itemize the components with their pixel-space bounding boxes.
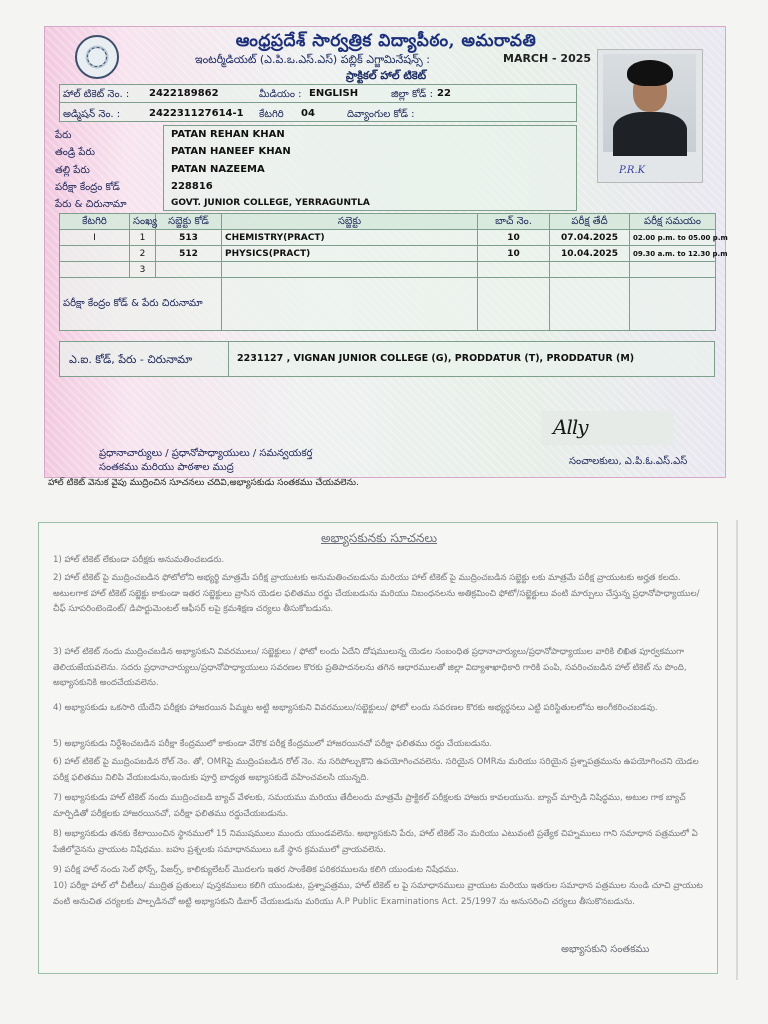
exam-name: ఇంటర్మీడియట్ (ఎ.పి.ఒ.ఎస్.ఎస్) పబ్లిక్ ఎగ్జామినేషన్స్ : (195, 53, 430, 66)
category-label: కేటగిరి (259, 109, 284, 120)
admission-number: 242231127614-1 (149, 108, 244, 119)
principal-label: ప్రధానాచార్యులు / ప్రధానోపాధ్యాయులు / సమన్వయకర్త (99, 448, 313, 459)
father-name: PATAN HANEEF KHAN (171, 146, 291, 157)
category-value: 04 (301, 108, 315, 119)
ai-code-label: ఎ.ఐ. కోడ్, పేరు - చిరునామా (69, 353, 193, 366)
col-header-batch: బాచ్ నెం. (478, 214, 550, 230)
date-cell: 07.04.2025 (550, 230, 630, 246)
centre-code: 228816 (171, 181, 213, 192)
serial-cell: 3 (130, 262, 156, 278)
candidate-name: PATAN REHAN KHAN (171, 129, 285, 140)
instruction-item-3: 3) హాల్ టికెట్ నందు ముద్రించబడిన అభ్యాసకుని వివరములు/ సబ్జెక్టులు / ఫోటో లందు ఏదేని దోషములున్న యెడల సంబంధిత ప్రధానాచార్యులు/ప్రధానోపాధ్యాయుల వారికి లిఖిత పూర్వకముగా తెలియజేయవలెను. సదరు ప్రధానాచార్యులు/ప్రధానోపాధ్యాయులు సవరణల కొరకు ప్రతిపాదనలను తగిన ఆధారములతో జిల్లా విద్యాశాఖాధికారి గారికి పంపి, సవరించబడిన హాల్ టికెట్ ను పొంది, అభ్యాసకునికి అందచేయవలెను. (53, 647, 687, 688)
read-instructions-note: హాల్ టికెట్ వెనుక వైపు ముద్రించిన సూచనలు చదివి,అభ్యాసకుడు సంతకము చేయవలెను. (48, 478, 359, 488)
district-code-value: 22 (437, 88, 451, 99)
candidate-photo-signature: P.R.K (619, 165, 646, 176)
date-cell: 10.04.2025 (550, 246, 630, 262)
subject-code-cell (156, 262, 222, 278)
col-header-subject: సబ్జెక్టు (222, 214, 478, 230)
instructions-title: అభ్యాసకునకు సూచనలు (320, 531, 438, 545)
exam-centre-date-cell (550, 278, 630, 331)
table-header-row (60, 214, 716, 230)
district-code-label: జిల్లా కోడ్ : (391, 89, 433, 100)
hall-ticket-card (44, 26, 726, 478)
name-label: పేరు (55, 130, 72, 141)
col-header-date: పరీక్ష తేదీ (550, 214, 630, 230)
exam-centre-label: పరీక్షా కేంద్రం కోడ్ & పేరు చిరునామా (60, 278, 222, 331)
mother-name: PATAN NAZEEMA (171, 164, 265, 175)
admission-label: అడ్మిషన్ నెం. : (63, 109, 121, 120)
instruction-item-4: 4) అభ్యాసకుడు ఒకసారి యేదేని పరీక్షకు హాజరయిన పిమ్మట అట్టి అభ్యాసకుని వివరములు/సబ్జెక్టులు/ ఫోటో లందు సవరణల కొరకు అభ్యర్ధనలు ఎట్టి పరిస్థితులలోను అంగీకరించబడవు. (53, 703, 658, 713)
category-cell (60, 246, 130, 262)
director-signature: Ally (553, 415, 588, 439)
board-title: ఆంధ్రప్రదేశ్ సార్వత్రిక విద్యాపీఠం, అమరావతి (235, 31, 537, 51)
hall-ticket-label: హాల్ టికెట్ నెం. : (63, 89, 130, 100)
time-cell: 02.00 p.m. to 05.00 p.m (630, 230, 716, 246)
col-header-serial: సంఖ్య (130, 214, 156, 230)
subject-code-cell: 512 (156, 246, 222, 262)
table-row (60, 262, 716, 278)
instruction-item-5: 5) అభ్యాసకుడు నిర్దేశించబడిన పరీక్షా కేంద్రములో కాకుండా వేరొక పరీక్ష కేంద్రములో హాజరయినచో పరీక్షా ఫలితము రద్దు చేయబడును. (53, 739, 493, 749)
exam-centre-name-cell (222, 278, 478, 331)
subjects-table (59, 213, 728, 331)
medium-value: ENGLISH (309, 88, 359, 99)
batch-cell: 10 (478, 246, 550, 262)
director-label: సంచాలకులు, ఎ.పి.ఓ.ఎస్.ఎస్ (569, 456, 688, 467)
col-header-category: కేటగిరి (60, 214, 130, 230)
instruction-item-6: 6) హాల్ టికెట్ పై ముద్రింపబడిన రోల్ నెం. తో, OMRపై ముద్రింపబడిన రోల్ నెం. ను సరిపోల్చుకొని ఉపయోగించవలెను. సరియైన OMRను మరియు సరియైన ప్రశ్నాపత్రమును ఉపయోగించని యెడల పరీక్ష ఫలితము నిలిపి వేయబడును,ఇందుకు పూర్తి బాధ్యత అభ్యాసకుడే వహించవలసి యున్నది. (53, 757, 699, 783)
instruction-item-10: 10) పరీక్షా హాల్ లో చీటీలు/ ముద్రిత ప్రతులు/ పుస్తకములు కలిగి యుండుట, ప్రశ్నాపత్రము, హాల్ టికెట్ ల పై సమాధానములు వ్రాయుట మరియు ఇతరుల సమాధాన పత్రముల నుండి చూచి వ్రాయుట వంటి అనుచిత చర్యలకు పాల్పడినచో అట్టి అభ్యాసకుని డిబార్ చేయబడును మరియు A.P Public Examinations Act. 25/1997 ను అనుసరించి చర్యలు తీసుకొనబడును. (53, 881, 703, 907)
candidate-photo (603, 54, 696, 152)
table-row (60, 246, 716, 262)
father-name-label: తండ్రి పేరు (55, 147, 95, 158)
col-header-subject-code: సబ్జెక్టు కోడ్ (156, 214, 222, 230)
date-cell (550, 262, 630, 278)
mother-name-label: తల్లి పేరు (55, 165, 90, 176)
instruction-item-9: 9) పరీక్ష హాల్ నందు సెల్ ఫోన్స్, పేజర్స్, కాలిక్యులేటర్ మొదలగు ఇతర సాంకేతిక పరికరములను కలిగి యుండుట నిషేధము. (53, 865, 459, 875)
ticket-type: ప్రాక్టికల్ హాల్ టికెట్ (345, 69, 427, 82)
table-row (60, 230, 716, 246)
instruction-item-7: 7) అభ్యాసకుడు హాల్ టికెట్ నందు ముద్రించబడి బ్యాచ్ వేళలకు, సమయము మరియు తేదీలందు మాత్రమే ప్రాక్టికల్ పరీక్షలకు హాజరు కావలయును. బ్యాచ్ మార్పిడి నిషిద్ధము, అటుల గాక బ్యాచ్ మార్పిడితో పరీక్షలకు హాజరయినచో, పరీక్షా ఫలితము రద్దుచేయబడును. (53, 793, 686, 819)
exam-centre-batch-cell (478, 278, 550, 331)
medium-label: మీడియం : (259, 89, 302, 100)
exam-centre-row (60, 278, 716, 331)
subject-cell (222, 262, 478, 278)
subject-cell: PHYSICS(PRACT) (222, 246, 478, 262)
subject-cell: CHEMISTRY(PRACT) (222, 230, 478, 246)
col-header-time: పరీక్ష సమయం (630, 214, 716, 230)
time-cell (630, 262, 716, 278)
instruction-item-1: 1) హాల్ టికెట్ లేకుండా పరీక్షకు అనుమతించబడరు. (53, 555, 225, 565)
subject-code-cell: 513 (156, 230, 222, 246)
batch-cell: 10 (478, 230, 550, 246)
hall-ticket-number: 2422189862 (149, 88, 219, 99)
serial-cell: 2 (130, 246, 156, 262)
disability-code-label: దివ్యాంగుల కోడ్ : (347, 109, 415, 120)
centre-address: GOVT. JUNIOR COLLEGE, YERRAGUNTLA (171, 198, 370, 208)
exam-session: MARCH - 2025 (503, 52, 592, 65)
exam-centre-time-cell (630, 278, 716, 331)
centre-address-label: పేరు & చిరునామా (55, 199, 127, 210)
ai-code-value: 2231127 , VIGNAN JUNIOR COLLEGE (G), PRODDATUR (T), PRODDATUR (M) (237, 353, 635, 364)
time-cell: 09.30 a.m. to 12.30 p.m (630, 246, 716, 262)
page-edge-divider (736, 520, 738, 980)
instruction-item-2: 2) హాల్ టికెట్ పై ముద్రించబడిన ఫోటోలోని అభ్యర్థి మాత్రమే పరీక్ష వ్రాయుటకు అనుమతించబడును మరియు హాల్ టికెట్ పై ముద్రించబడిన సబ్జెక్టు లకు మాత్రమే పరీక్ష వ్రాయుటకు అర్హత కలదు. అటులగాక హాల్ టికెట్ సబ్జెక్టు కాకుండా ఇతర సబ్జెక్టులు వ్రాసిన యెడల ఫలితము రద్దు చేయబడును మరియు నిబంధనలను అతిక్రమించి ఫోటో/సబ్జెక్టులు వంటి మార్పులు చేస్తున్న ప్రధానోపాధ్యాయుల/చీఫ్ సూపరింటెండెంట్/ డిపార్టుమెంటల్ ఆఫీసర్ లపై క్రమశిక్షణ చర్యలు తీసుకోబడును. (53, 573, 700, 614)
batch-cell (478, 262, 550, 278)
category-cell: I (60, 230, 130, 246)
centre-code-label: పరీక్షా కేంద్రం కోడ్ (55, 182, 120, 193)
candidate-signature-label: అభ్యాసకుని సంతకము (561, 944, 650, 955)
instructions-panel (38, 522, 718, 974)
principal-seal-label: సంతకము మరియు పాఠశాల ముద్ర (99, 462, 234, 473)
serial-cell: 1 (130, 230, 156, 246)
instruction-item-8: 8) అభ్యాసకుడు తనకు కేటాయించిన స్థానములో 15 నిముషములు ముందు యుండవలెను. అభ్యాసకుని పేరు, హాల్ టికెట్ నెం మరియు ఎటువంటి ప్రత్యేక చిహ్నములు గాని సమాధాన పత్రములో ఏ పేజీలోనైనను వ్రాయుట నిషేధము. బహు ప్రశ్నలకు సమాధానములు ఒకే స్థాన క్రమములో వ్రాయవలెను. (53, 829, 698, 855)
photo-shirt (613, 112, 687, 156)
category-cell (60, 262, 130, 278)
photo-hair (627, 60, 673, 86)
